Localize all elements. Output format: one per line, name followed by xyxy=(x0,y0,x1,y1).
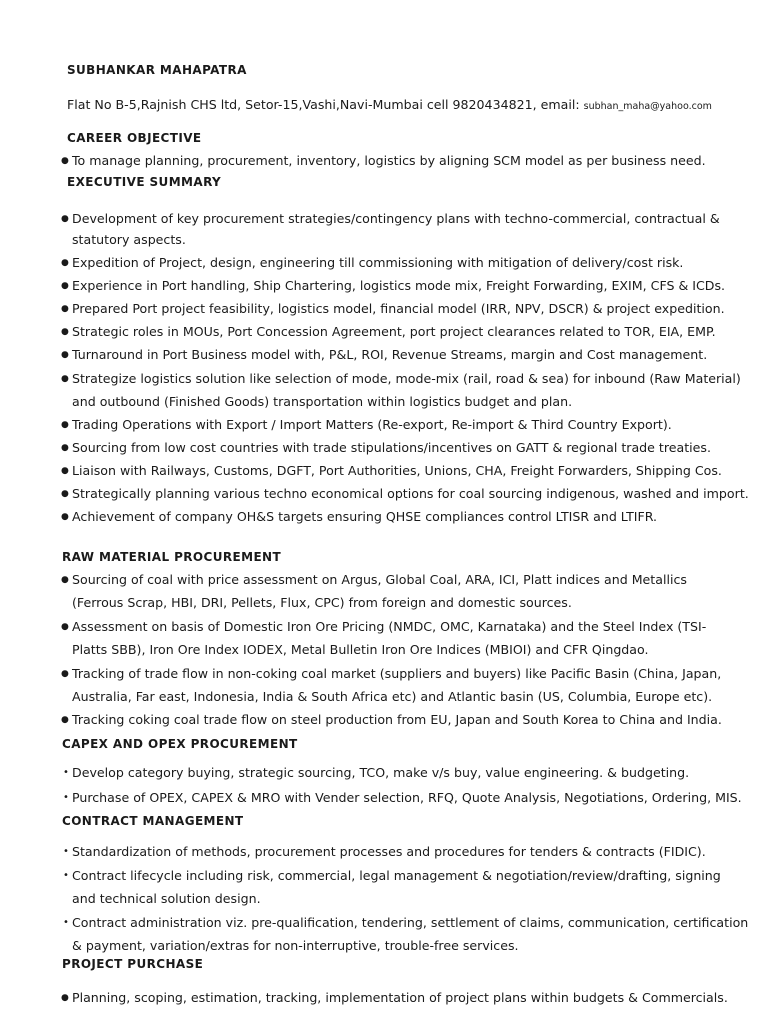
email-link[interactable]: subhan_maha@yahoo.com xyxy=(583,101,712,112)
list-item: Liaison with Railways, Customs, DGFT, Port Authorities, Unions, CHA, Freight Forwarders, Shipping Cos. xyxy=(72,463,722,478)
contract-management-heading: CONTRACT MANAGEMENT xyxy=(62,814,244,828)
list-item: Strategic roles in MOUs, Port Concession Agreement, port project clearances related to TOR, EIA, EMP. xyxy=(72,324,716,339)
list-item: Planning, scoping, estimation, tracking, implementation of project plans within budgets & Commercials. xyxy=(72,990,728,1005)
candidate-name: SUBHANKAR MAHAPATRA xyxy=(67,63,247,77)
bullet-icon: • xyxy=(63,767,69,778)
capex-opex-heading: CAPEX AND OPEX PROCUREMENT xyxy=(62,737,298,751)
list-item: Contract lifecycle including risk, commercial, legal management & negotiation/review/drafting, signing xyxy=(72,868,721,883)
address-text: Flat No B-5,Rajnish CHS ltd, Setor-15,Vashi,Navi-Mumbai cell 9820434821, email: xyxy=(67,97,580,112)
bullet-icon: ● xyxy=(61,466,69,476)
list-item-continuation: statutory aspects. xyxy=(72,232,186,247)
list-item: Strategically planning various techno economical options for coal sourcing indigenous, washed and import. xyxy=(72,486,749,501)
list-item: Strategize logistics solution like selection of mode, mode-mix (rail, road & sea) for inbound (Raw Material) xyxy=(72,371,741,386)
bullet-icon: ● xyxy=(61,489,69,499)
list-item-continuation: Australia, Far east, Indonesia, India & South Africa etc) and Atlantic basin (US, Columbia, Europe etc). xyxy=(72,689,713,704)
bullet-icon: ● xyxy=(61,327,69,337)
contact-line xyxy=(67,97,712,115)
list-item: Prepared Port project feasibility, logistics model, financial model (IRR, NPV, DSCR) & project expedition. xyxy=(72,301,725,316)
list-item: Sourcing of coal with price assessment on Argus, Global Coal, ARA, ICI, Platt indices and Metallics xyxy=(72,572,687,587)
bullet-icon: ● xyxy=(61,715,69,725)
list-item: Experience in Port handling, Ship Chartering, logistics mode mix, Freight Forwarding, EXIM, CFS & ICDs. xyxy=(72,278,726,293)
raw-material-heading: RAW MATERIAL PROCUREMENT xyxy=(62,550,282,564)
bullet-icon: • xyxy=(63,917,69,928)
list-item-continuation: Platts SBB), Iron Ore Index IODEX, Metal Bulletin Iron Ore Indices (MBIOI) and CFR Qingdao. xyxy=(72,642,649,657)
bullet-icon: ● xyxy=(61,374,69,384)
bullet-icon: • xyxy=(63,870,69,881)
bullet-icon: ● xyxy=(61,350,69,360)
bullet-icon: • xyxy=(63,792,69,803)
list-item: Develop category buying, strategic sourcing, TCO, make v/s buy, value engineering. & budgeting. xyxy=(72,765,690,780)
bullet-icon: ● xyxy=(61,443,69,453)
list-item: Sourcing from low cost countries with trade stipulations/incentives on GATT & regional trade treaties. xyxy=(72,440,711,455)
project-purchase-heading: PROJECT PURCHASE xyxy=(62,957,204,971)
list-item: Tracking of trade flow in non-coking coal market (suppliers and buyers) like Pacific Basin (China, Japan, xyxy=(72,666,722,681)
bullet-icon: • xyxy=(63,846,69,857)
list-item-continuation: (Ferrous Scrap, HBI, DRI, Pellets, Flux, CPC) from foreign and domestic sources. xyxy=(72,595,572,610)
list-item-continuation: & payment, variation/extras for non-interruptive, trouble-free services. xyxy=(72,938,519,953)
bullet-icon: ● xyxy=(61,669,69,679)
bullet-icon: ● xyxy=(61,156,69,166)
list-item: Expedition of Project, design, engineering till commissioning with mitigation of delivery/cost risk. xyxy=(72,255,684,270)
career-objective-heading: CAREER OBJECTIVE xyxy=(67,131,202,145)
bullet-icon: ● xyxy=(61,512,69,522)
list-item: Development of key procurement strategies/contingency plans with techno-commercial, contractual & xyxy=(72,211,720,226)
list-item: Standardization of methods, procurement processes and procedures for tenders & contracts (FIDIC). xyxy=(72,844,706,859)
list-item: Assessment on basis of Domestic Iron Ore Pricing (NMDC, OMC, Karnataka) and the Steel Index (TSI- xyxy=(72,619,707,634)
list-item: Trading Operations with Export / Import Matters (Re-export, Re-import & Third Country Export). xyxy=(72,417,672,432)
bullet-icon: ● xyxy=(61,575,69,585)
bullet-icon: ● xyxy=(61,993,69,1003)
bullet-icon: ● xyxy=(61,304,69,314)
list-item-continuation: and technical solution design. xyxy=(72,891,261,906)
bullet-icon: ● xyxy=(61,214,69,224)
list-item: Contract administration viz. pre-qualification, tendering, settlement of claims, communication, certification xyxy=(72,915,749,930)
executive-summary-heading: EXECUTIVE SUMMARY xyxy=(67,175,222,189)
bullet-icon: ● xyxy=(61,622,69,632)
list-item: Turnaround in Port Business model with, P&L, ROI, Revenue Streams, margin and Cost management. xyxy=(72,347,708,362)
bullet-icon: ● xyxy=(61,281,69,291)
list-item-continuation: and outbound (Finished Goods) transportation within logistics budget and plan. xyxy=(72,394,573,409)
list-item: Tracking coking coal trade flow on steel production from EU, Japan and South Korea to China and India. xyxy=(72,712,722,727)
list-item: Achievement of company OH&S targets ensuring QHSE compliances control LTISR and LTIFR. xyxy=(72,509,658,524)
bullet-icon: ● xyxy=(61,258,69,268)
career-objective-text: To manage planning, procurement, inventory, logistics by aligning SCM model as per business need. xyxy=(72,153,706,168)
bullet-icon: ● xyxy=(61,420,69,430)
list-item: Purchase of OPEX, CAPEX & MRO with Vender selection, RFQ, Quote Analysis, Negotiations, Ordering, MIS. xyxy=(72,790,742,805)
